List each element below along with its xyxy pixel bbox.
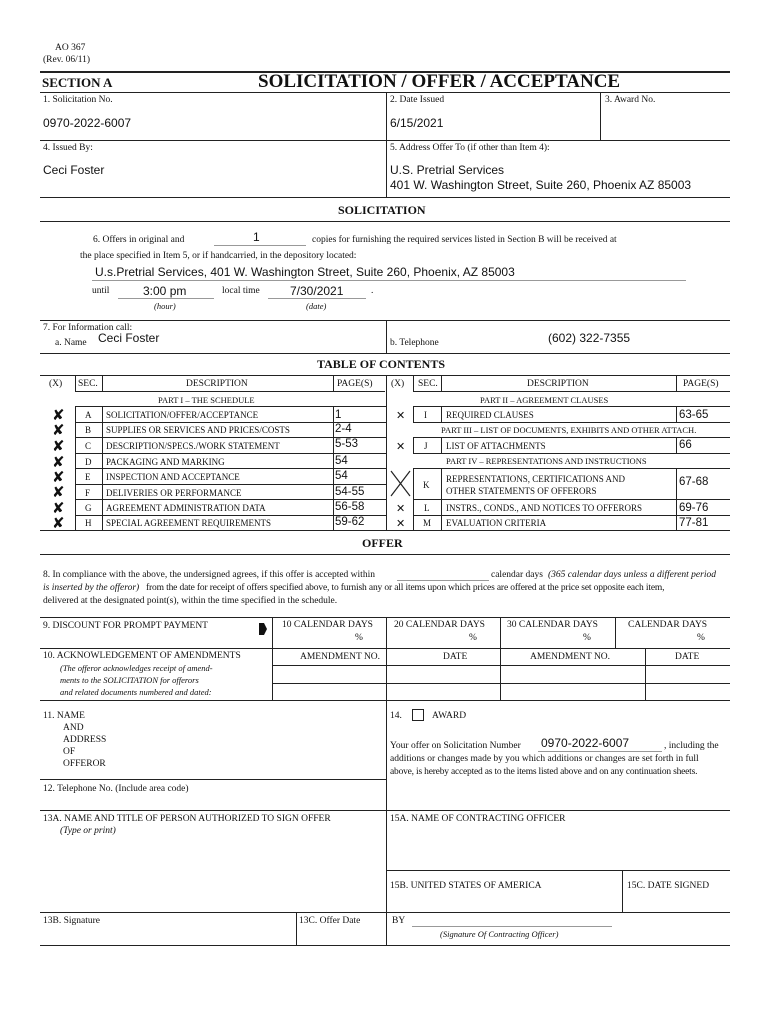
award-text-1: Your offer on Solicitation Number xyxy=(390,741,521,751)
item8-text-c: (365 calendar days unless a different period xyxy=(548,570,716,580)
toc-desc-a: SOLICITATION/OFFER/ACCEPTANCE xyxy=(106,410,259,420)
toc-sec-e: E xyxy=(85,472,91,482)
name-15a-label: 15A. NAME OF CONTRACTING OFFICER xyxy=(390,814,566,824)
offeror-offeror-label: OFFEROR xyxy=(63,759,106,769)
award-text-4: above, is hereby accepted as to the items listed above and on any continuation sheets. xyxy=(390,767,698,777)
solicitation-no-label: 1. Solicitation No. xyxy=(43,95,113,105)
check-icon[interactable]: ✘ xyxy=(52,437,65,455)
amendments-note-1: (The offeror acknowledges receipt of amend- xyxy=(60,663,213,673)
depository-value[interactable]: U.s.Pretrial Services, 401 W. Washington Street, Suite 260, Phoenix, AZ 85003 xyxy=(95,265,515,279)
toc-col-x-right: (X) xyxy=(391,379,405,389)
amendment-date-col: DATE xyxy=(443,652,468,662)
toc-sec-k: K xyxy=(423,480,430,490)
check-icon[interactable]: ✘ xyxy=(52,406,65,424)
toc-col-pages-right: PAGE(S) xyxy=(683,379,719,389)
toc-pages-j[interactable]: 66 xyxy=(679,439,692,451)
discount-30-pct[interactable]: % xyxy=(583,633,591,643)
award-number-label: 14. xyxy=(390,711,402,721)
telephone-value[interactable]: (602) 322-7355 xyxy=(548,331,631,345)
amendment-date-col-2: DATE xyxy=(675,652,700,662)
offeror-and-label: AND xyxy=(63,723,84,733)
hour-value[interactable]: 3:00 pm xyxy=(143,284,187,298)
date-15c-label: 15C. DATE SIGNED xyxy=(627,881,710,891)
item6-suffix: copies for furnishing the required services listed in Section B will be received at xyxy=(312,235,617,245)
item6-prefix: 6. Offers in original and xyxy=(93,235,185,245)
address-offer-label: 5. Address Offer To (if other than Item 4): xyxy=(390,143,550,153)
toc-pages-i[interactable]: 63-65 xyxy=(679,409,709,421)
toc-sec-i: I xyxy=(424,410,427,420)
issued-by-value[interactable]: Ceci Foster xyxy=(43,163,105,177)
by-label: BY xyxy=(392,916,406,926)
offeror-of-label: OF xyxy=(63,747,76,757)
toc-pages-b[interactable]: 2-4 xyxy=(335,423,352,435)
offeror-address-label: ADDRESS xyxy=(63,735,107,745)
amendments-note-3: and related documents numbered and dated: xyxy=(60,687,212,697)
signature-13b-label: 13B. Signature xyxy=(43,916,100,926)
date-caption: (date) xyxy=(306,301,327,311)
issued-by-label: 4. Issued By: xyxy=(43,143,93,153)
date-issued-value[interactable]: 6/15/2021 xyxy=(390,116,444,130)
toc-desc-k-1: REPRESENTATIONS, CERTIFICATIONS AND xyxy=(446,474,626,484)
check-icon[interactable]: ✘ xyxy=(52,468,65,486)
arrow-right-icon xyxy=(258,621,268,637)
toc-sec-m: M xyxy=(423,518,432,528)
check-icon[interactable]: ✕ xyxy=(396,517,406,530)
discount-20-days: 20 CALENDAR DAYS xyxy=(394,620,485,630)
toc-desc-b: SUPPLIES OR SERVICES AND PRICES/COSTS xyxy=(106,425,290,435)
item8-text-e: from the date for receipt of offers specified above, to furnish any or all items upon which prices are offered at the price set opposite each item, xyxy=(146,583,665,593)
toc-col-x: (X) xyxy=(49,379,63,389)
toc-sec-c: C xyxy=(85,441,92,451)
toc-pages-m[interactable]: 77-81 xyxy=(679,517,709,529)
toc-part-1: PART I – THE SCHEDULE xyxy=(158,395,255,405)
type-or-print: (Type or print) xyxy=(60,826,116,836)
toc-col-desc: DESCRIPTION xyxy=(186,379,248,389)
award-solicitation-number[interactable]: 0970-2022-6007 xyxy=(541,736,630,750)
period: . xyxy=(371,286,374,296)
toc-col-desc-right: DESCRIPTION xyxy=(527,379,589,389)
toc-sec-a: A xyxy=(85,410,92,420)
toc-desc-g: AGREEMENT ADMINISTRATION DATA xyxy=(106,503,266,513)
copies-value[interactable]: 1 xyxy=(253,230,260,244)
discount-label: 9. DISCOUNT FOR PROMPT PAYMENT xyxy=(43,621,208,631)
toc-desc-d: PACKAGING AND MARKING xyxy=(106,457,225,467)
check-icon[interactable]: ✘ xyxy=(52,499,65,517)
toc-sec-b: B xyxy=(85,425,92,435)
check-icon[interactable]: ✘ xyxy=(52,483,65,501)
signature-line[interactable] xyxy=(412,926,612,927)
section-label: SECTION A xyxy=(42,75,113,90)
name-13a-label: 13A. NAME AND TITLE OF PERSON AUTHORIZED TO SIGN OFFER xyxy=(43,814,331,824)
solicitation-no-value[interactable]: 0970-2022-6007 xyxy=(43,116,132,130)
toc-part-4: PART IV – REPRESENTATIONS AND INSTRUCTIONS xyxy=(446,456,647,466)
discount-other-pct[interactable]: % xyxy=(697,633,705,643)
toc-col-sec: SEC. xyxy=(78,379,98,389)
toc-sec-f: F xyxy=(85,488,91,498)
toc-part-3: PART III – LIST OF DOCUMENTS, EXHIBITS AND OTHER ATTACH. xyxy=(441,425,697,435)
toc-desc-k-2: OTHER STATEMENTS OF OFFERORS xyxy=(446,486,597,496)
date-issued-label: 2. Date Issued xyxy=(390,95,445,105)
toc-desc-i: REQUIRED CLAUSES xyxy=(446,410,534,420)
toc-sec-g: G xyxy=(85,503,92,513)
item8-text-a: 8. In compliance with the above, the undersigned agrees, if this offer is accepted within xyxy=(43,570,375,580)
discount-other-days: CALENDAR DAYS xyxy=(628,620,708,630)
amendment-no-col: AMENDMENT NO. xyxy=(300,652,381,662)
item8-text-d: is inserted by the offeror) xyxy=(43,583,140,593)
item6-line2: the place specified in Item 5, or if handcarried, in the depository located: xyxy=(80,251,357,261)
check-icon[interactable]: ✕ xyxy=(396,409,406,422)
award-text-2: , including the xyxy=(664,741,719,751)
amendments-note-2: ments to the SOLICITATION for offerors xyxy=(60,675,199,685)
toc-desc-j: LIST OF ATTACHMENTS xyxy=(446,441,546,451)
toc-col-pages: PAGE(S) xyxy=(337,379,373,389)
toc-desc-l: INSTRS., CONDS., AND NOTICES TO OFFERORS xyxy=(446,503,642,513)
address-line-2[interactable]: 401 W. Washington Street, Suite 260, Phoenix AZ 85003 xyxy=(390,178,692,192)
form-title: SOLICITATION / OFFER / ACCEPTANCE xyxy=(258,71,621,92)
toc-col-sec-right: SEC. xyxy=(418,379,438,389)
toc-pages-a[interactable]: 1 xyxy=(335,409,342,421)
toc-pages-e[interactable]: 54 xyxy=(335,470,348,482)
offer-date-13c-label: 13C. Offer Date xyxy=(299,916,361,926)
award-label: AWARD xyxy=(432,711,467,721)
signature-caption: (Signature Of Contracting Officer) xyxy=(440,929,559,939)
large-check-icon[interactable] xyxy=(390,470,411,497)
telephone-12-label: 12. Telephone No. (Include area code) xyxy=(43,784,189,794)
offeror-name-label: 11. NAME xyxy=(43,711,85,721)
toc-part-2: PART II – AGREEMENT CLAUSES xyxy=(480,395,609,405)
info-name-label: a. Name xyxy=(55,338,87,348)
form-revision: (Rev. 06/11) xyxy=(43,55,91,65)
item8-text-b: calendar days xyxy=(491,570,543,580)
discount-10-pct[interactable]: % xyxy=(355,633,363,643)
check-icon[interactable]: ✘ xyxy=(52,421,65,439)
toc-pages-f[interactable]: 54-55 xyxy=(335,486,365,498)
discount-20-pct[interactable]: % xyxy=(469,633,477,643)
local-time-label: local time xyxy=(222,286,260,296)
toc-pages-h[interactable]: 59-62 xyxy=(335,516,365,528)
toc-desc-c: DESCRIPTION/SPECS./WORK STATEMENT xyxy=(106,441,280,451)
toc-pages-k[interactable]: 67-68 xyxy=(679,476,709,488)
usa-15b-label: 15B. UNITED STATES OF AMERICA xyxy=(390,881,542,891)
form-number: AO 367 xyxy=(55,43,86,53)
discount-10-days: 10 CALENDAR DAYS xyxy=(282,620,373,630)
amendment-no-col-2: AMENDMENT NO. xyxy=(530,652,611,662)
toc-desc-f: DELIVERIES OR PERFORMANCE xyxy=(106,488,242,498)
toc-sec-l: L xyxy=(424,503,430,513)
info-label: 7. For Information call: xyxy=(43,323,133,333)
discount-30-days: 30 CALENDAR DAYS xyxy=(507,620,598,630)
until-label: until xyxy=(92,286,110,296)
toc-desc-e: INSPECTION AND ACCEPTANCE xyxy=(106,472,240,482)
check-icon[interactable]: ✕ xyxy=(396,502,406,515)
award-text-3: additions or changes made by you which additions or changes are set forth in full xyxy=(390,754,699,764)
toc-heading: TABLE OF CONTENTS xyxy=(317,357,446,371)
address-line-1[interactable]: U.S. Pretrial Services xyxy=(390,163,505,177)
date-value[interactable]: 7/30/2021 xyxy=(290,284,344,298)
toc-desc-m: EVALUATION CRITERIA xyxy=(446,518,547,528)
toc-sec-j: J xyxy=(424,441,428,451)
check-icon[interactable]: ✕ xyxy=(396,440,406,453)
toc-pages-g[interactable]: 56-58 xyxy=(335,501,365,513)
toc-pages-d[interactable]: 54 xyxy=(335,455,348,467)
toc-sec-h: H xyxy=(85,518,92,528)
check-icon[interactable]: ✘ xyxy=(52,453,65,471)
toc-desc-h: SPECIAL AGREEMENT REQUIREMENTS xyxy=(106,518,272,528)
check-icon[interactable]: ✘ xyxy=(52,514,65,532)
info-name-value[interactable]: Ceci Foster xyxy=(98,331,160,345)
item8-text-f: delivered at the designated point(s), within the time specified in the schedule. xyxy=(43,596,338,606)
solicitation-heading: SOLICITATION xyxy=(338,203,426,217)
toc-sec-d: D xyxy=(85,457,92,467)
telephone-label: b. Telephone xyxy=(390,338,439,348)
toc-pages-c[interactable]: 5-53 xyxy=(335,438,359,450)
offer-heading: OFFER xyxy=(362,536,403,550)
award-checkbox[interactable] xyxy=(412,709,424,721)
toc-pages-l[interactable]: 69-76 xyxy=(679,502,709,514)
amendments-label: 10. ACKNOWLEDGEMENT OF AMENDMENTS xyxy=(43,651,241,661)
hour-caption: (hour) xyxy=(154,301,176,311)
award-no-label: 3. Award No. xyxy=(605,95,656,105)
